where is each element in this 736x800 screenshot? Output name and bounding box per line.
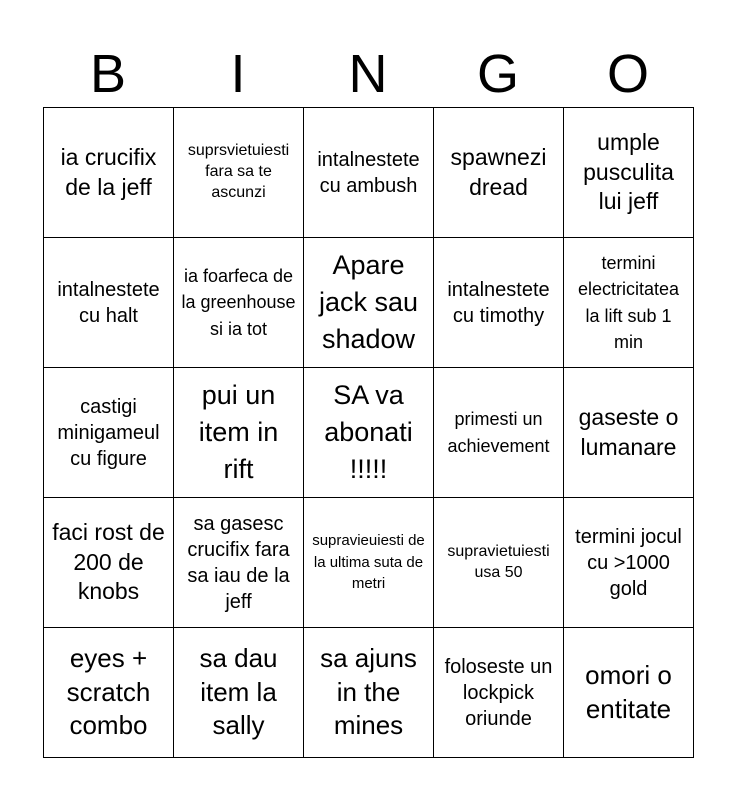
cell-text: intalnestete cu halt: [57, 278, 160, 327]
cell-text: Apare jack sau shadow: [318, 250, 419, 354]
cell-text: supravieuiesti de la ultima suta de metri: [312, 531, 425, 593]
bingo-cell-5-3[interactable]: [304, 628, 434, 758]
cell-text: castigi minigameul cu figure: [57, 395, 160, 470]
bingo-cell-1-4[interactable]: [434, 108, 564, 238]
cell-text: suprsvietuiesti fara sa te ascunzi: [187, 142, 290, 201]
cell-text: primesti un achievement: [447, 409, 550, 456]
bingo-header: [43, 40, 693, 108]
cell-text: gaseste o lumanare: [578, 403, 679, 460]
bingo-cell-5-1[interactable]: [44, 628, 174, 758]
bingo-cell-1-2[interactable]: [174, 108, 304, 238]
cell-text: omori o entitate: [585, 659, 672, 724]
bingo-cell-5-4[interactable]: [434, 628, 564, 758]
cell-text: termini electricitatea la lift sub 1 min: [577, 253, 680, 352]
bingo-cell-4-3[interactable]: [304, 498, 434, 628]
bingo-cell-3-4[interactable]: [434, 368, 564, 498]
cell-text: sa gasesc crucifix fara sa iau de la jeff: [187, 512, 290, 613]
bingo-cell-1-1[interactable]: [44, 108, 174, 238]
cell-text: intalnestete cu ambush: [317, 148, 420, 197]
bingo-cell-2-4[interactable]: [434, 238, 564, 368]
bingo-cell-3-3[interactable]: [304, 368, 434, 498]
cell-text: sa ajuns in the mines: [320, 642, 417, 741]
cell-text: termini jocul cu >1000 gold: [575, 525, 682, 600]
cell-text: ia crucifix de la jeff: [60, 143, 157, 200]
cell-text: foloseste un lockpick oriunde: [444, 655, 553, 730]
bingo-cell-4-1[interactable]: [44, 498, 174, 628]
bingo-cell-2-1[interactable]: [44, 238, 174, 368]
cell-text: spawnezi dread: [450, 143, 547, 200]
cell-text: umple pusculita lui jeff: [583, 128, 674, 215]
header-letter-g: G: [476, 44, 519, 104]
bingo-cell-3-1[interactable]: [44, 368, 174, 498]
bingo-cell-3-5[interactable]: [564, 368, 694, 498]
bingo-cell-2-3[interactable]: [304, 238, 434, 368]
bingo-cell-1-5[interactable]: [564, 108, 694, 238]
bingo-cell-1-3[interactable]: [304, 108, 434, 238]
header-letter-b: B: [89, 44, 127, 104]
bingo-cell-4-5[interactable]: [564, 498, 694, 628]
cell-text: faci rost de 200 de knobs: [52, 518, 165, 605]
cell-text: SA va abonati !!!!!: [324, 380, 413, 484]
header-letter-o: O: [606, 44, 649, 104]
cell-text: sa dau item la sally: [199, 642, 278, 741]
cell-text: intalnestete cu timothy: [447, 278, 550, 327]
bingo-cell-5-2[interactable]: [174, 628, 304, 758]
bingo-cell-2-2[interactable]: [174, 238, 304, 368]
header-letter-n: N: [348, 44, 388, 104]
cell-text: pui un item in rift: [198, 380, 279, 484]
bingo-cell-4-4[interactable]: [434, 498, 564, 628]
bingo-grid: [43, 107, 694, 758]
header-letter-i: I: [230, 44, 246, 104]
cell-text: ia foarfeca de la greenhouse si ia tot: [181, 266, 296, 339]
bingo-cell-2-5[interactable]: [564, 238, 694, 368]
bingo-cell-5-5[interactable]: [564, 628, 694, 758]
cell-text: eyes + scratch combo: [66, 642, 151, 741]
cell-text: supravietuiesti usa 50: [447, 542, 550, 581]
bingo-cell-4-2[interactable]: [174, 498, 304, 628]
bingo-cell-3-2[interactable]: [174, 368, 304, 498]
